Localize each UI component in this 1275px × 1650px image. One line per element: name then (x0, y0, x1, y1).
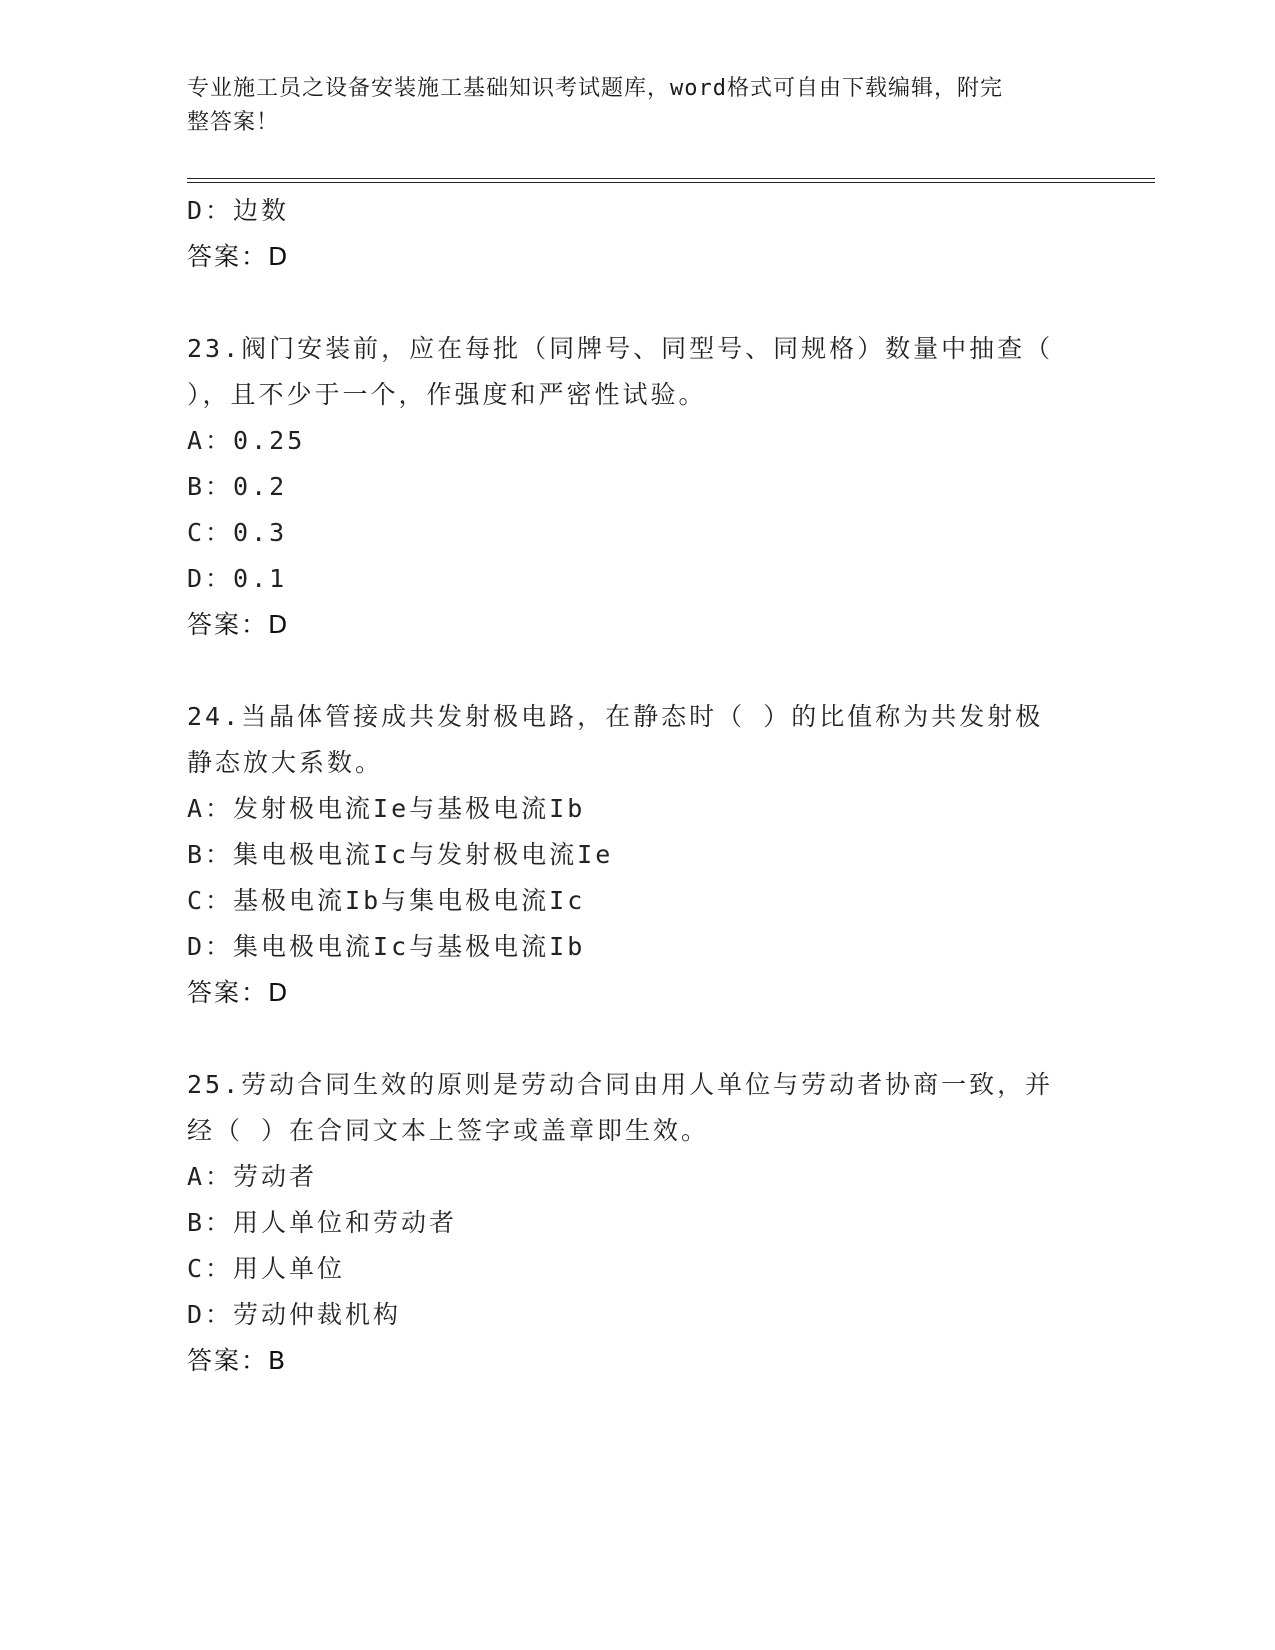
spacer (187, 1016, 1087, 1062)
question-24-text-line-2: 静态放大系数。 (187, 748, 384, 777)
prev-option-d: D：边数 (187, 196, 290, 225)
question-content (187, 188, 1087, 1384)
question-25-option-a: A：劳动者 (187, 1162, 318, 1191)
prev-answer: 答案：D (187, 242, 290, 271)
question-23-text-line-1: 23.阀门安装前，应在每批（同牌号、同型号、同规格）数量中抽查（ (187, 334, 1054, 363)
question-24-option-a: A：发射极电流Ie与基极电流Ib (187, 794, 586, 823)
question-23-option-b: B：0.2 (187, 472, 288, 501)
question-23-option-c: C：0.3 (187, 518, 288, 547)
question-23-option-d: D：0.1 (187, 564, 288, 593)
question-25-text-line-2: 经（ ）在合同文本上签字或盖章即生效。 (187, 1116, 710, 1145)
question-25-option-c: C：用人单位 (187, 1254, 346, 1283)
document-header (187, 72, 1087, 140)
spacer (187, 648, 1087, 694)
question-24-option-d: D：集电极电流Ic与基极电流Ib (187, 932, 586, 961)
question-24-text-line-1: 24.当晶体管接成共发射极电路，在静态时（ ）的比值称为共发射极 (187, 702, 1044, 731)
question-24-option-b: B：集电极电流Ic与发射极电流Ie (187, 840, 614, 869)
question-24-answer: 答案：D (187, 978, 290, 1007)
header-divider-bottom (187, 182, 1155, 183)
question-23-answer: 答案：D (187, 610, 290, 639)
header-line-1: 专业施工员之设备安装施工基础知识考试题库，word格式可自由下载编辑，附完 (187, 76, 1003, 101)
header-divider-top (187, 178, 1155, 179)
question-25-option-b: B：用人单位和劳动者 (187, 1208, 458, 1237)
question-25-text-line-1: 25.劳动合同生效的原则是劳动合同由用人单位与劳动者协商一致，并 (187, 1070, 1054, 1099)
question-25-answer: 答案：B (187, 1346, 288, 1375)
question-25-option-d: D：劳动仲裁机构 (187, 1300, 402, 1329)
question-25 (187, 1062, 1087, 1384)
header-line-2: 整答案！ (187, 110, 280, 135)
question-23-option-a: A：0.25 (187, 426, 306, 455)
question-24-option-c: C：基极电流Ib与集电极电流Ic (187, 886, 586, 915)
question-24 (187, 694, 1087, 1016)
question-23-text-line-2: ），且不少于一个，作强度和严密性试验。 (187, 380, 707, 409)
spacer (187, 280, 1087, 326)
question-23 (187, 326, 1087, 648)
